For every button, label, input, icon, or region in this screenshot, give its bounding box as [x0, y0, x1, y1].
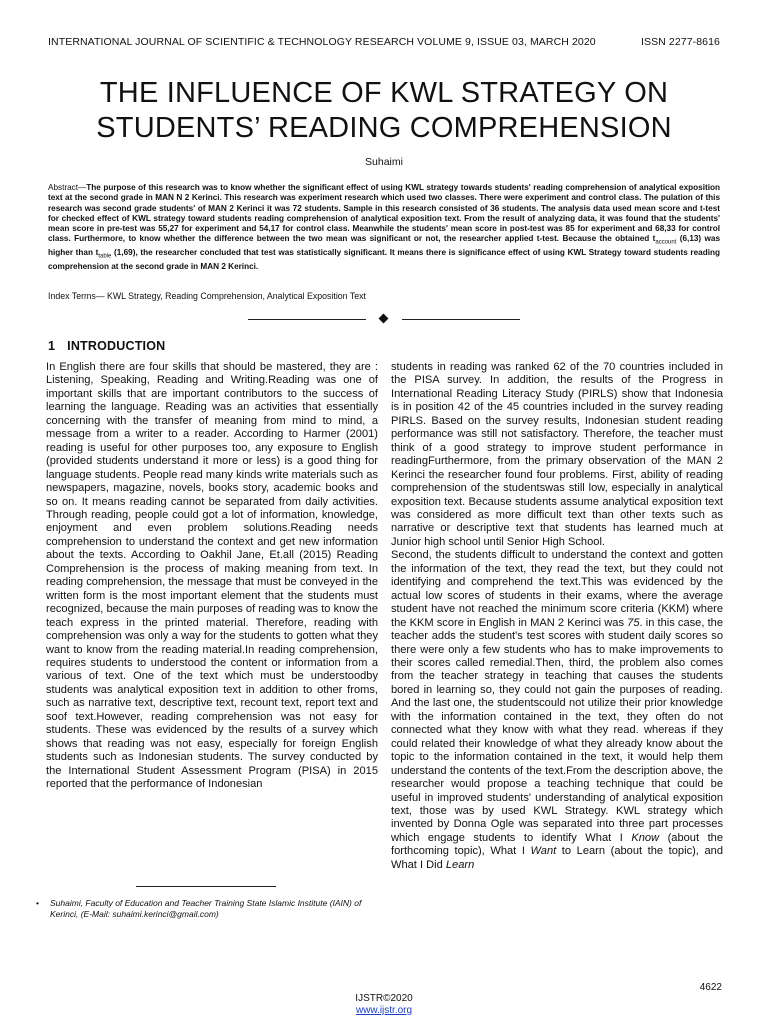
know-term: Know [631, 831, 660, 844]
left-column-text: In English there are four skills that should be mastered, they are : Listening, Speaking, Reading and Writing.Reading was one of important skills that are important contributors to the success of learning the language. Reading was an activities that essentially concerning with the transfer of meaning from mind to mind, a message from a writer to a reader. According to Harmer (2001) reading is useful for other purposes too, any exposure to English (provided students understand it more or less) is a good thing for language students. People read many kinds write materials such as newspapers, magazine, novels, books story, academic books and so on. It means reading cannot be separated from daily activities. Through reading, people could got a lot of information, knowledge, enjoyment and even problem solutions.Reading needs comprehension to understand the context and get new information about the texts. According to Oakhil Jane, Et.all (2015) Reading Comprehension is the process of making meaning from text. In reading comprehension, the message that must be conveyed in the written form is the most important element that the students must recognized, because the main purposes of reading was to know the teach express in the printed material. Therefore, reading with comprehension was only a way for the students to gotten what they want to know from the reading material.In reading comprehension, requires students to understood the content or information from a various of text. One of the text which must be understoodby students was analytical exposition text in addition to other froms, such as narrative text, descriptive text, recount text, report text and soof text.However, reading comprehension was not easy for students. These was evidenced by the results of a survey which shows that reading was not easy, especially for foreign English students such as Indonesian students. The survey conducted by the International Student Assessment Program (PISA) in 2015 reported that the performance of Indonesian [46, 361, 378, 791]
copyright: IJSTR©2020 [355, 993, 413, 1004]
index-terms: Index Terms— KWL Strategy, Reading Comprehension, Analytical Exposition Text [48, 291, 366, 301]
kkm-score: 75 [627, 616, 640, 629]
page-footer [0, 993, 768, 1017]
issn: ISSN 2277-8616 [640, 36, 720, 48]
title-line-1: THE INFLUENCE OF KWL STRATEGY ON [99, 77, 669, 109]
journal-name: INTERNATIONAL JOURNAL OF SCIENTIFIC & TECHNOLOGY RESEARCH VOLUME 9, ISSUE 03, MARCH 2020 [48, 36, 596, 48]
diamond-icon [379, 314, 389, 324]
right-column [391, 361, 723, 872]
subscript-account: account [655, 240, 677, 247]
learn-term: Learn [445, 858, 475, 871]
want-term: Want [530, 845, 557, 858]
page-number: 4622 [699, 982, 722, 993]
right-paragraph-1: students in reading was ranked 62 of the 70 countries included in the PISA survey. In addition, the results of the Progress in International Reading Literacy Study (PIRLS) show that Indonesia is in position 42 of the 45 countries included in the survey reading PIRLS. Based on the survey results, Indonesian student reading performance was still not satisfactory. Therefore, the teacher must think of a good strategy to improve student performance in readingFurthermore, from the primary observation of the MAN 2 Kerinci the researcher found four problems. First, ability of reading comprehension of the studentswas still low, especially in analytical exposition text. Because students assume analytical exposition text was considered as more difficult text than other texts such as narrative or descriptive text that students has learned much at Junior high school until Senior High School. [391, 361, 723, 548]
right-text-a: Second, the students difficult to understand the context and gotten the information of the text, they read the text, but they could not identifying and comprehend the text.This was evidenced by the actual low scores of students in their exams, where the average student have not reached the minimum score criteria (KKM) where the KKM score in English in MAN 2 Kerinci was [391, 549, 723, 629]
running-header [48, 36, 720, 48]
right-paragraph-2 [391, 549, 723, 872]
author: Suhaimi [365, 156, 403, 168]
footnote-rule [136, 886, 276, 887]
abstract [48, 183, 720, 273]
right-text-d: to Learn (about the topic), and What I Did [391, 845, 723, 871]
section-heading [48, 339, 165, 353]
footnote-text: Suhaimi, Faculty of Education and Teacher Training State Islamic Institute (IAIN) of Kerinci, (E-Mail: suhaimi.kerinci@gmail.com) [50, 898, 362, 919]
paper-title [0, 76, 768, 146]
right-text-c: (about the forthcoming topic), What I [391, 831, 723, 858]
section-number: 1 [48, 339, 56, 353]
bullet-icon: • [36, 898, 39, 908]
abstract-label: Abstract— [48, 183, 87, 192]
divider-line-right [402, 319, 520, 320]
subscript-table: table [98, 254, 112, 261]
left-column [46, 361, 378, 792]
section-divider [248, 313, 520, 325]
abstract-text-3: (1,69), the researcher concluded that test was statistically significant. It means there is significance effect of using KWL Strategy toward students reading comprehension at the second grade in MAN 2 Kerinci. [48, 248, 721, 272]
website-link[interactable]: www.ijstr.org [355, 1005, 413, 1016]
abstract-text-2: (6,13) was higher than t [48, 234, 720, 258]
abstract-text-1: The purpose of this research was to know whether the significant effect of using KWL strategy towards students' reading comprehension of analytical exposition text at the second grade in MAN N 2 Kerinci. This research was experiment research which used two classes. There were experiment and control class. The pulation of this research was second grade students' of MAN 2 Kerinci it was 72 students. Sample in this research consisted of 36 students. The analysis data used mean score and t-test for checked effect of KWL strategy toward students reading comprehension of analytical exposition text. From the result of analyzing data, it was found that the students' mean score in pre-test was 55,27 for experiment and 54,17 for control class. Meanwhile the students' mean score in post-test was 85 for experiment and 68,33 for control class. Furthermore, to know whether the difference between the two mean was significant or not, the researcher applied t-test. Because the obtained t [48, 183, 720, 244]
divider-line-left [248, 319, 366, 320]
title-line-2: STUDENTS’ READING COMPREHENSION [96, 112, 672, 144]
right-text-b: . in this case, the teacher adds the student's test scores with student daily scores so there were only a few students who has to make improvements to their scores called remedial.Then, third, the problem also comes from the teacher strategy in teaching that causes the students bored in learning so, they could not gain the purposes of reading. And the last one, the studentscould not utilize their prior knowledge with the information contained in the text, they often do not connected what they know with what they read. whereas if they could related their knowledge of what they already know about the topic to the information contained in the text, it would help them understand the contents of the text.From the description above, the researcher would propose a teaching technique that could be useful in improved students' understanding of analytical exposition text, those was by used KWL Strategy. KWL strategy which invented by Donna Ogle was separated into three part processes which engage students to identify What I [391, 616, 723, 844]
section-title: INTRODUCTION [67, 339, 166, 353]
footnote [36, 898, 386, 920]
